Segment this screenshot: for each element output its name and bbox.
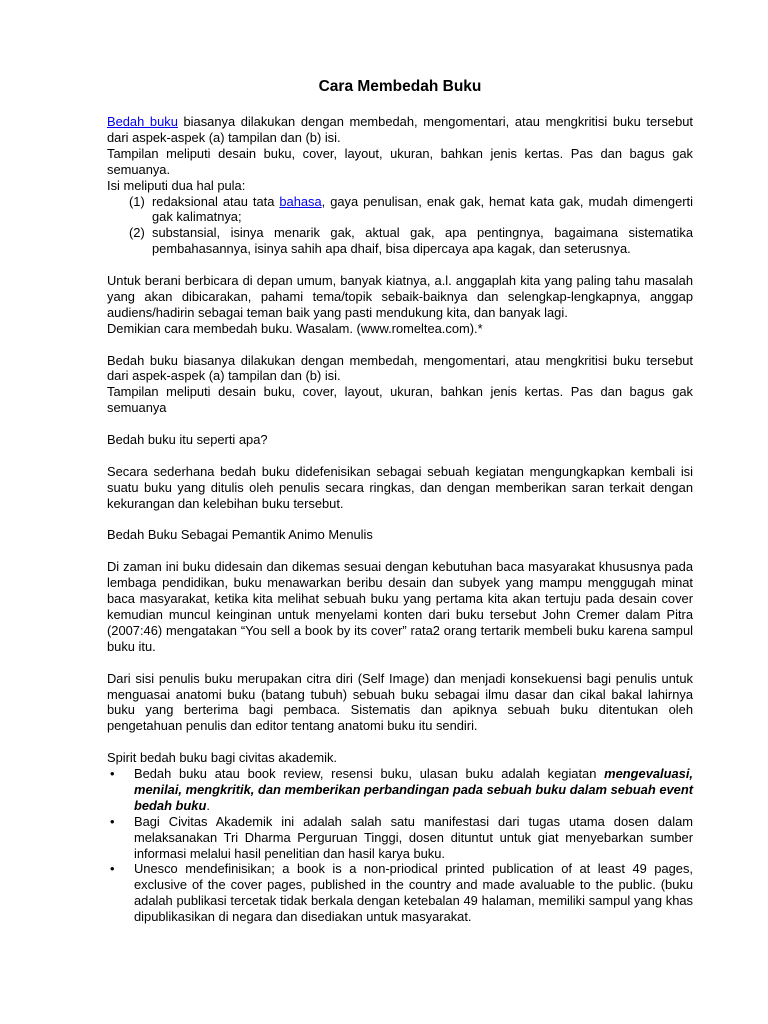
bedah-buku-link[interactable]: Bedah buku [107, 114, 178, 129]
bedah-paragraph: Bedah buku biasanya dilakukan dengan membedah, mengomentari, atau mengkritisi buku tersebut dari aspek-aspek (a) tampilan dan (b) isi. [107, 352, 693, 384]
page-title: Cara Membedah Buku [318, 78, 482, 95]
spacer [107, 257, 693, 273]
isi-list [107, 194, 693, 258]
list-item [107, 194, 693, 226]
bullet-text: Bagi Civitas Akademik ini adalah salah satu manifestasi dari tugas utama dosen dalam melaksanakan Tri Dharma Perguruan Tinggi, dosen dituntut untuk giat menyebarkan sumber informasi melalui hasil penelitian dan hasil karya buku. [134, 813, 693, 861]
tampilan-paragraph-2: Tampilan meliputi desain buku, cover, layout, ukuran, bahkan jenis kertas. Pas dan bagus gak semuanya [107, 384, 693, 416]
intro-text: biasanya dilakukan dengan membedah, mengomentari, atau mengkritisi buku tersebut dari aspek-aspek (a) tampilan dan (b) isi. [107, 114, 693, 145]
bullet-text: Bedah buku atau book review, resensi buku, ulasan buku adalah kegiatan [134, 766, 605, 782]
definition-paragraph: Secara sederhana bedah buku didefenisikan sebagai sebuah kegiatan mengungkapkan kembali isi suatu buku yang ditulis oleh penulis secara ringkas, dan dengan memberikan saran terkait dengan kekurangan dan kelebihan buku tersebut. [107, 463, 693, 511]
bullet-text: Unesco mendefinisikan; a book is a non-priodical printed publication of at least 49 pages, exclusive of the cover pages, published in the country and made avaluable to the public. (buku adalah publikasi tercetak tidak berkala dengan ketebalan 49 halaman, memiliki sampul yang khas dipublikasikan di negara dan disediakan untuk masyarakat. [134, 861, 693, 925]
spirit-paragraph: Spirit bedah buku bagi civitas akademik. [107, 750, 338, 766]
bullet-item [107, 814, 693, 862]
list-item [107, 225, 693, 257]
section-subheading: Bedah Buku Sebagai Pemantik Animo Menulis [107, 527, 373, 543]
bullet-glyph: • [110, 766, 115, 782]
intro-paragraph [107, 114, 693, 146]
bullet-glyph: • [110, 861, 115, 877]
spacer [107, 512, 693, 528]
spacer [107, 655, 693, 671]
spacer [107, 734, 693, 750]
bullet-emphasis: mengevaluasi, menilai, mengkritik, dan memberikan perbandingan pada sebuah buku dalam sebuah event bedah buku [134, 766, 693, 813]
spacer [107, 543, 693, 559]
list-marker: (1) [129, 193, 145, 209]
isi-paragraph: Isi meliputi dua hal pula: [107, 177, 246, 193]
spacer [107, 448, 693, 464]
spirit-bullet-list [107, 766, 693, 925]
berani-paragraph: Untuk berani berbicara di depan umum, banyak kiatnya, a.l. anggaplah kita yang paling tahu masalah yang akan dibicarakan, pahami tema/topik sebaik-baiknya dan selengkap-lengkapnya, anggap audiens/hadirin sebagai teman baik yang pasti mendukung kita, dan banyak lagi. [107, 273, 693, 320]
list-item-text: , gaya penulisan, enak gak, hemat kata gak, mudah dimengerti gak kalimatnya; [152, 193, 694, 225]
bullet-item [107, 861, 693, 925]
bullet-text: . [206, 797, 210, 813]
list-item-text: redaksional atau tata [152, 193, 280, 209]
list-marker: (2) [129, 225, 145, 241]
tampilan-paragraph: Tampilan meliputi desain buku, cover, layout, ukuran, bahkan jenis kertas. Pas dan bagus gak semuanya. [107, 145, 693, 177]
demikian-paragraph: Demikian cara membedah buku. Wasalam. (www.romeltea.com).* [107, 320, 483, 336]
bullet-glyph: • [110, 813, 115, 829]
bullet-item [107, 766, 693, 814]
penulis-paragraph: Dari sisi penulis buku merupakan citra diri (Self Image) dan menjadi konsekuensi bagi penulis untuk menguasai anatomi buku (batang tubuh) sebuah buku sebagai ilmu dasar dan cikal bakal lahirnya buku yang berterima bagi pembaca. Sistematis dan apiknya sebuah buku ditentukan oleh pengetahuan penulis dan editor tentang anatomi buku itu sendiri. [107, 670, 693, 734]
document-body [107, 78, 693, 925]
spacer [107, 337, 693, 353]
list-item-text: substansial, isinya menarik gak, aktual gak, apa pentingnya, bagaimana sistematika pembahasannya, isinya sahih apa dhaif, bisa dipercaya apa kagak, dan seterusnya. [152, 225, 693, 257]
question-paragraph: Bedah buku itu seperti apa? [107, 432, 268, 448]
zaman-paragraph: Di zaman ini buku didesain dan dikemas sesuai dengan kebutuhan baca masyarakat khususnya pada lembaga pendidikan, buku menawarkan beribu desain dan subyek yang mampu menggugah minat baca masyarakat, ketika kita melihat sebuah buku yang pertama kita akan tertuju pada desain cover kemudian muncul keinginan untuk menyelami konten dari buku tersebut John Cremer dalam Pitra (2007:46) mengatakan “You sell a book by its cover” rata2 orang tertarik membeli buku karena sampul buku itu. [107, 559, 693, 654]
bahasa-link[interactable]: bahasa [279, 193, 322, 209]
spacer [107, 416, 693, 432]
